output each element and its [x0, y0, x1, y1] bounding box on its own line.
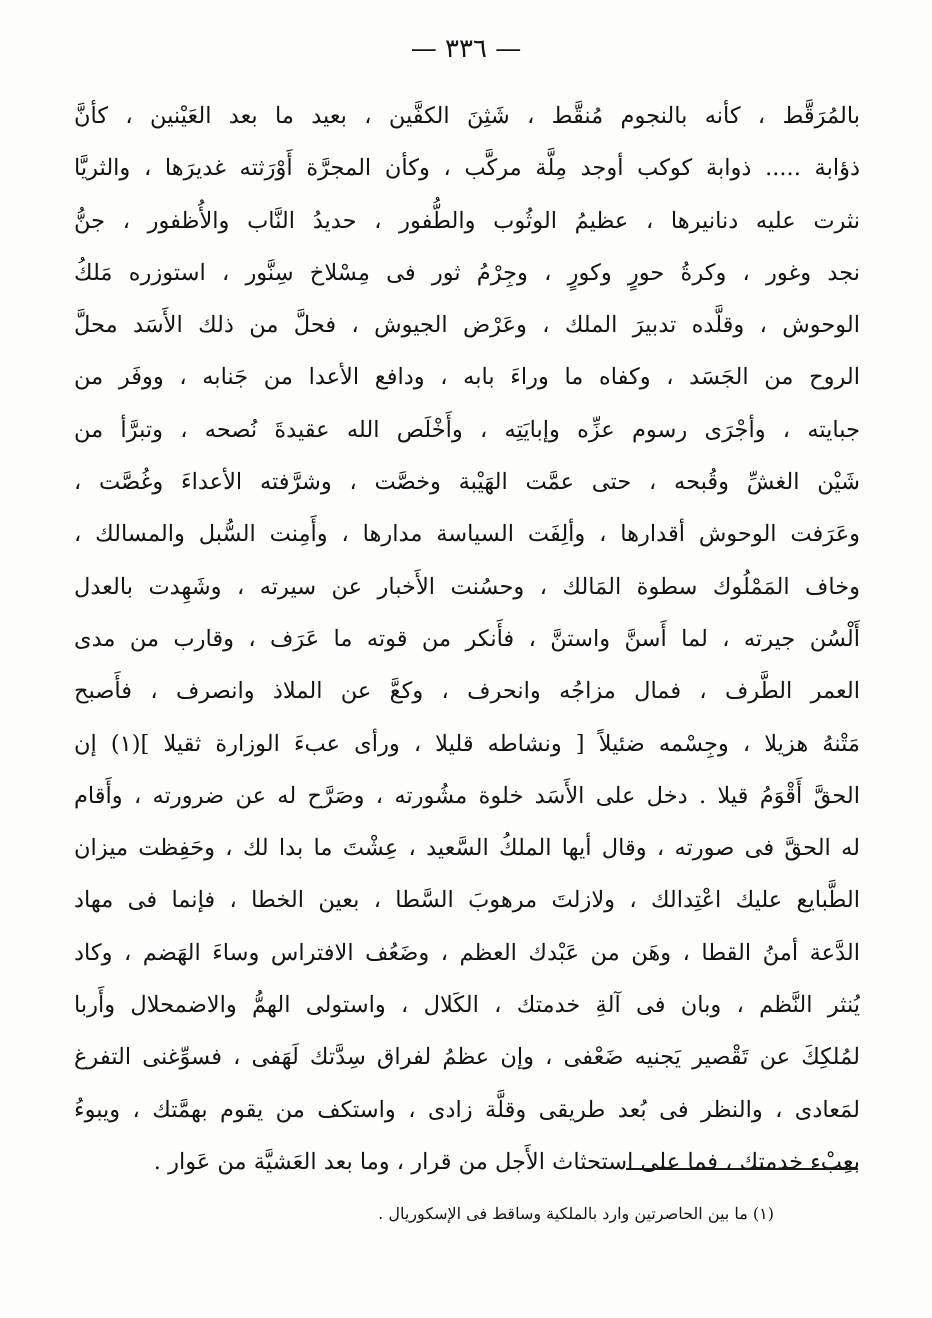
text-line: العمر الطَّرف ، فمال مزاجُه وانحرف ، وكعَّ عن الملاذ وانصرف ، فأَصبح	[74, 678, 860, 705]
text-line: بالمُرَقَّط ، كأنه بالنجوم مُنقَّط ، شَثِنَ الكفَّين ، بعيد ما بعد العَيْنين ، كأنَّ	[74, 103, 860, 129]
text-line: مَتْنهُ هزيلا ، وجِسْمه ضئيلاً [ ونشاطه قليلا ، ورأى عبءَ الوزارة ثقيلا ](١) إن	[74, 730, 860, 757]
body-text	[74, 90, 860, 1188]
text-line: نثرت عليه دنانيرها ، عظيمُ الوثُوب والطُّفور ، حديدُ النَّاب والأُظفور ، جنُّ	[74, 207, 860, 234]
text-line: له الحقَّ فى صورته ، وقال أيها الملكُ السَّعيد ، عِشْتَ ما بدا لك ، وحَفِظت ميزان	[74, 835, 860, 862]
text-line: الدَّعة أمنُ القطا ، وهَن من عَبْدك العظم ، وضَعُف الافتراس وساءَ الهَضم ، وكاد	[74, 939, 860, 966]
footnote-divider	[626, 1168, 858, 1170]
text-line: يُنثر النَّظم ، وبان فى آلةِ خدمتك ، الكَلال ، واستولى الهمُّ والاضمحلال وأَربا	[74, 992, 860, 1019]
text-line: الطَّبايع عليك اعْتِدالك ، ولازلتَ مرهوبَ السَّطا ، بعين الخطا ، فإنما فى مهاد	[74, 887, 860, 914]
text-line: وخاف المَمْلُوك سطوة المَالك ، وحسُنت الأَخبار عن سيرته ، وشَهِدت بالعدل	[74, 573, 860, 600]
text-line: الروح من الجَسَد ، وكفاه ما وراءَ بابه ، ودافع الأعدا من جَنابه ، ووفَر من	[74, 364, 860, 391]
text-line: أَلْسُن جيرته ، لما أَسنَّ واستنَّ ، فأَنكر من قوته ما عَرَف ، وقارب من مدى	[74, 625, 860, 652]
text-line: الحقَّ أَقْوَمُ قيلا . دخل على الأَسَد خلوة مشُورته ، وصَرَّح له عن ضرورته ، وأَقام	[74, 782, 860, 809]
text-line: ذؤابة ..... ذوابة كوكب أوجد مِلَّة مركَّب ، وكأن المجرَّة أَوْرَثته غديرَها ، والثريَّا	[74, 155, 860, 182]
page-number: — ٣٣٦ —	[410, 34, 522, 64]
text-line: وعَرَفت الوحوش أقدارها ، وألِفَت السياسة مدارها ، وأَمِنت السُّبل والمسالك ،	[74, 521, 860, 548]
text-line: جبايته ، وأجْرَى رسوم عزِّه وإبايَتِه ، وأَخْلَص الله عقيدةَ نُصحه ، وتبرَّأ من	[74, 416, 860, 443]
text-line: الوحوش ، وقلَّده تدبيرَ الملك ، وعَرْض الجيوش ، فحلَّ من ذلك الأَسَد محلَّ	[74, 312, 860, 339]
text-line: لمَعادى ، والنظر فى بُعد طريقى وقلَّة زادى ، واستكف من يقوم بهمَّتك ، ويبوءُ	[74, 1096, 860, 1123]
text-line: بعِبْء خدمتك ، فما على استحثاث الأَجل من قرار ، وما بعد العَشيَّة من عَوار .	[153, 1148, 860, 1175]
footnote: (١) ما بين الحاصرتين وارد بالملكية وساقط فى الإسكوريال .	[378, 1204, 774, 1223]
text-line: نجد وغور ، وكرةُ حورٍ وكورٍ ، وجِرْمُ ثور فى مِسْلاخ سِنَّور ، استوزره مَلكُ	[74, 259, 860, 286]
text-line: شَيْن الغشِّ وقُبحه ، حتى عمَّت الهَيْبة وخصَّت ، وشرَّفته الأعداءَ وغُصَّت ،	[74, 469, 860, 496]
text-line: لمُلكِكَ عن تَقْصير يَجنيه ضَعْفى ، وإن عظمُ لفراق سِدَّتك لَهَفى ، فسوِّغنى التفرغ	[74, 1044, 860, 1071]
